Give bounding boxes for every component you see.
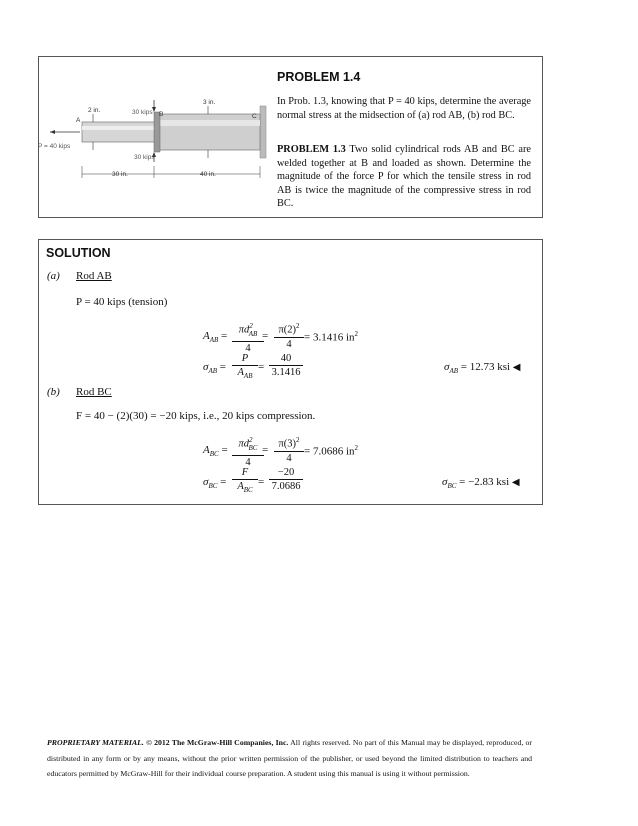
area-bc-lhs: $A_{BC}$ =	[203, 444, 228, 459]
problem-title: PROBLEM 1.4	[277, 70, 361, 84]
load-top: 30 kips	[132, 109, 153, 116]
len-ab: 30 in.	[112, 171, 128, 178]
part-b-title: Rod BC	[76, 386, 112, 398]
area-bc-result: = 7.0686 $in^2$	[304, 444, 359, 458]
len-bc: 40 in.	[200, 171, 216, 178]
collar-b	[154, 112, 160, 152]
eq-sign-4: =	[258, 476, 265, 488]
eq-sign-3: =	[262, 444, 269, 456]
eq-sign-1: =	[262, 330, 269, 342]
stress-bc-lhs: $\sigma_{BC}$ =	[203, 476, 227, 491]
label-a: A	[76, 117, 81, 124]
problem-reference	[277, 143, 531, 211]
eq-sign-2: =	[258, 361, 265, 373]
footer-bold: PROPRIETARY MATERIAL.	[47, 738, 144, 747]
stress-ab-frac2: $\frac{40}{3.1416}$	[269, 352, 303, 379]
footer-copyright: © 2012 The McGraw-Hill Companies, Inc.	[146, 738, 289, 747]
stress-ab-frac1: P $A_{AB}$	[232, 352, 258, 383]
stress-ab-answer: $\sigma_{AB} = 12.73$ ksi ◀	[444, 361, 521, 376]
area-bc-frac1: $\frac{\pi d^2_{BC}}{4}$	[232, 434, 264, 469]
part-a-force: P = 40 kips (tension)	[76, 296, 168, 308]
part-a-title: Rod AB	[76, 270, 112, 282]
reference-text: Two solid cylindrical rods AB and BC are welded together at B and loaded as shown. Determine the magnitude of the force P for which the tensile stress in rod AB is twice the magnitude of the compressive stress in rod BC.	[277, 144, 531, 210]
area-bc-frac2: $\frac{\pi(3)^2}{4}$	[274, 434, 304, 465]
force-p: P = 40 kips	[38, 143, 71, 150]
area-ab-result: = 3.1416 $in^2$	[304, 330, 359, 344]
part-a-label: (a)	[47, 270, 60, 282]
wall	[260, 106, 266, 158]
load-bottom: 30 kips	[134, 154, 155, 161]
label-b: B	[159, 111, 164, 118]
stress-bc-frac2: $\frac{-20}{7.0686}$	[269, 466, 303, 493]
stress-bc-frac1: F $A_{BC}$	[232, 466, 258, 497]
area-ab-frac1: $\frac{\pi d^2_{AB}}{4}$	[232, 320, 264, 355]
area-ab-lhs: $A_{AB}$ =	[203, 330, 228, 345]
stress-bc-answer: $\sigma_{BC} = -2.83$ ksi ◀	[442, 476, 520, 491]
footer-text: All rights reserved. No part of this Manual may be displayed, reproduced, or distributed in any form or by any means, without the prior written permission of the publisher, or used beyond the limited distribution to teachers and educators permitted by McGraw-Hill for their individual course preparation. A student using this manual is using it without permission.	[47, 738, 532, 778]
footer	[47, 735, 532, 782]
part-b-label: (b)	[47, 386, 60, 398]
solution-heading: SOLUTION	[46, 246, 111, 260]
reference-label: PROBLEM 1.3	[277, 144, 346, 155]
part-b-force: F = 40 − (2)(30) = −20 kips, i.e., 20 kips compression.	[76, 410, 316, 422]
stress-ab-lhs: $\sigma_{AB}$ =	[203, 361, 226, 376]
dim-d-ab: 2 in.	[88, 107, 101, 114]
label-c: C	[252, 113, 257, 120]
dim-d-bc: 3 in.	[203, 99, 216, 106]
rod-bc	[158, 114, 260, 150]
area-ab-frac2: $\frac{\pi(2)^2}{4}$	[274, 320, 304, 351]
problem-statement: In Prob. 1.3, knowing that P = 40 kips, determine the average normal stress at the midsection of (a) rod AB, (b) rod BC.	[277, 96, 531, 121]
rod-figure	[38, 96, 274, 180]
rod-ab	[82, 122, 158, 142]
